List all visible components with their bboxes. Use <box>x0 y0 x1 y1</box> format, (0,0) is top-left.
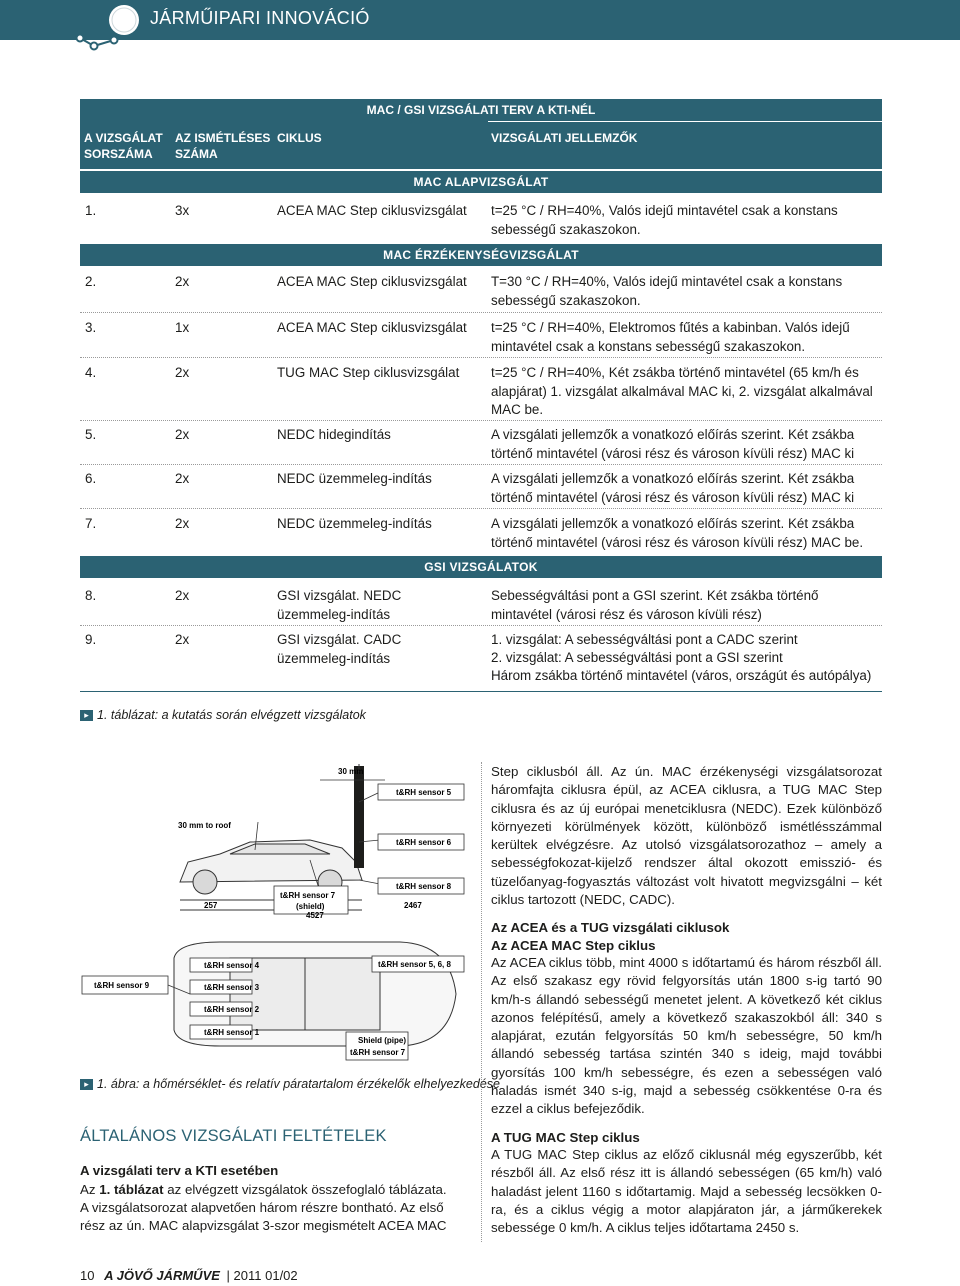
header-divider <box>488 121 882 122</box>
row9-no: 9. <box>85 632 97 647</box>
row8-desc: Sebességváltási pont a GSI szerint. Két zsákba történő mintavétel (városi rész és városon kívüli rész) <box>491 588 819 622</box>
dim-4527: 4527 <box>306 911 324 920</box>
label-sensor-7-shield: (shield) <box>296 902 325 911</box>
label-30mm: 30 mm <box>338 767 364 776</box>
magazine-logo-icon <box>72 0 152 52</box>
figure-caption: ▸ 1. ábra: a hőmérséklet- és relatív páratartalom érzékelők elhelyezkedése <box>80 1077 500 1091</box>
label-sensor-5: t&RH sensor 5 <box>396 788 452 797</box>
row-divider <box>80 508 882 509</box>
row1-cycle: ACEA MAC Step ciklusvizsgálat <box>277 203 467 218</box>
row6-no: 6. <box>85 471 97 486</box>
subsection-heading: A vizsgálati terv a KTI esetében <box>80 1163 279 1178</box>
row-divider <box>80 464 882 465</box>
row3-cycle: ACEA MAC Step ciklusvizsgálat <box>277 320 467 335</box>
row8-cycle: GSI vizsgálat. NEDC üzemmeleg-indítás <box>277 588 402 622</box>
left-paragraph-line2: A vizsgálatsorozat alapvetően három részre bontható. Az első <box>80 1200 444 1215</box>
row5-desc: A vizsgálati jellemzők a vonatkozó előírás szerint. Két zsákba történő mintavétel (városi rész és városon kívüli rész) MAC ki <box>491 427 855 461</box>
row9-cycle: GSI vizsgálat. CADC üzemmeleg-indítás <box>277 632 402 666</box>
label-sensor-2: t&RH sensor 2 <box>204 1005 260 1014</box>
page-number: 10 <box>80 1268 95 1283</box>
sensor-layout-figure <box>80 762 472 1074</box>
row9-desc: 1. vizsgálat: A sebességváltási pont a CADC szerint <box>491 632 798 647</box>
row7-desc: A vizsgálati jellemzők a vonatkozó előírás szerint. Két zsákba történő mintavétel (városi rész és városon kívüli rész) MAC be. <box>491 516 864 550</box>
label-sensor-7-top: t&RH sensor 7 <box>350 1048 406 1057</box>
row-divider <box>80 312 882 313</box>
label-sensor-3: t&RH sensor 3 <box>204 983 260 992</box>
row9-rep: 2x <box>175 632 190 647</box>
row5-cycle: NEDC hidegindítás <box>277 427 391 442</box>
row1-desc: t=25 °C / RH=40%, Valós idejű mintavétel csak a konstans sebességű szakaszokon. <box>491 203 838 237</box>
label-sensor-7: t&RH sensor 7 <box>280 891 336 900</box>
row4-desc: t=25 °C / RH=40%, Két zsákba történő mintavétel (65 km/h és alapjárat) 1. vizsgálat alkalmával MAC ki, 2. vizsgálat alkalmával MAC be. <box>491 365 873 417</box>
row3-desc: t=25 °C / RH=40%, Elektromos fűtés a kabinban. Valós idejű mintavétel csak a konstans sebességű szakaszokon. <box>491 320 850 354</box>
row-divider <box>80 357 882 358</box>
row6-desc: A vizsgálati jellemzők a vonatkozó előírás szerint. Két zsákba történő mintavétel (városi rész és városon kívüli rész) MAC ki <box>491 471 855 505</box>
row3-rep: 1x <box>175 320 190 335</box>
dim-257: 257 <box>204 901 218 910</box>
row7-no: 7. <box>85 516 97 531</box>
row9-desc-line2: 2. vizsgálat: A sebességváltási pont a GSI szerint <box>491 650 783 665</box>
row1-no: 1. <box>85 203 97 218</box>
sensor-mast <box>354 766 364 868</box>
col-header-jellemzok: VIZSGÁLATI JELLEMZŐK <box>491 131 638 145</box>
label-shield-pipe: Shield (pipe) <box>358 1036 406 1045</box>
row9-desc-line3: Három zsákba történő mintavétel (város, országút és autópálya) <box>491 668 872 683</box>
caption-marker-icon: ▸ <box>80 1079 93 1090</box>
row7-rep: 2x <box>175 516 190 531</box>
row8-no: 8. <box>85 588 97 603</box>
right-paragraph-2: Az ACEA ciklus több, mint 4000 s időtartamú és három részből áll. Az első szakasz egy rövid felgyorsítás után 1800 s-ig tartó 90 km/h-s állandó sebességű menetet jelent. A következő két ciklus azonos felépítésű, amely a következő szakaszokból áll: 340 s alapjárat, ezután felgyorsítás 50 km/h sebességre, 50 km/h állandó sebesség tartása szintén 340 s ideig, majd további gyorsítás 100 km/h sebességre, és ezen a sebességen való haladás ismét 340 s-ig, majd a sebesség csökkentése 0-ra és ezzel a ciklus befejeződik. <box>491 955 882 1117</box>
row6-cycle: NEDC üzemmeleg-indítás <box>277 471 432 486</box>
row4-rep: 2x <box>175 365 190 380</box>
issue-info: | 2011 01/02 <box>226 1268 298 1283</box>
table-caption: ▸ 1. táblázat: a kutatás során elvégzett vizsgálatok <box>80 708 366 722</box>
row5-rep: 2x <box>175 427 190 442</box>
row2-no: 2. <box>85 274 97 289</box>
section-gsi: GSI VIZSGÁLATOK <box>80 556 882 578</box>
label-30mm-roof: 30 mm to roof <box>178 821 231 830</box>
section-heading: ÁLTALÁNOS VIZSGÁLATI FELTÉTELEK <box>80 1127 387 1145</box>
col-header-ismetles: AZ ISMÉTLÉSES SZÁMA <box>175 131 271 161</box>
left-paragraph-line1: Az 1. táblázat az elvégzett vizsgálatok összefoglaló táblázata. <box>80 1182 447 1197</box>
row8-rep: 2x <box>175 588 190 603</box>
label-sensor-4: t&RH sensor 4 <box>204 961 260 970</box>
section-mac-alap: MAC ALAPVIZSGÁLAT <box>80 171 882 193</box>
page-section-title: JÁRMŰIPARI INNOVÁCIÓ <box>150 8 370 28</box>
table-bottom-rule <box>80 691 882 692</box>
row-divider <box>80 420 882 421</box>
label-sensor-9: t&RH sensor 9 <box>94 981 150 990</box>
page-footer <box>80 1268 298 1283</box>
right-paragraph-3: A TUG MAC Step ciklus az előző ciklusnál még egyszerűbb, két részből áll. Az első rész itt is állandó sebességen (65 km/h) való haladást jelent 1160 s időtartamig. Majd a sebesség lecsökken 0-ra, és a ciklus végig a motor alapjáraton jár, a járműkerekek sebessége 0 km/h. A ciklus teljes időtartama 2450 s. <box>491 1147 882 1236</box>
column-separator <box>481 762 482 1242</box>
row4-no: 4. <box>85 365 97 380</box>
section-mac-erzekenyseg: MAC ÉRZÉKENYSÉGVIZSGÁLAT <box>80 244 882 266</box>
dim-2467: 2467 <box>404 901 422 910</box>
row6-rep: 2x <box>175 471 190 486</box>
row2-desc: T=30 °C / RH=40%, Valós idejű mintavétel csak a konstans sebességű szakaszokon. <box>491 274 843 308</box>
row2-rep: 2x <box>175 274 190 289</box>
label-sensor-5-6-8: t&RH sensor 5, 6, 8 <box>378 960 451 969</box>
col-header-ciklus: CIKLUS <box>277 131 322 145</box>
label-sensor-1: t&RH sensor 1 <box>204 1028 260 1037</box>
row5-no: 5. <box>85 427 97 442</box>
label-sensor-6: t&RH sensor 6 <box>396 838 452 847</box>
row4-cycle: TUG MAC Step ciklusvizsgálat <box>277 365 460 380</box>
row2-cycle: ACEA MAC Step ciklusvizsgálat <box>277 274 467 289</box>
row3-no: 3. <box>85 320 97 335</box>
heading-cycles: Az ACEA és a TUG vizsgálati ciklusok <box>491 920 730 935</box>
left-paragraph-line3: rész az ún. MAC alapvizsgálat 3-szor megismételt ACEA MAC <box>80 1218 447 1233</box>
magazine-name: A JÖVŐ JÁRMŰVE <box>104 1268 220 1283</box>
heading-acea: Az ACEA MAC Step ciklus <box>491 938 656 953</box>
label-sensor-8: t&RH sensor 8 <box>396 882 452 891</box>
row-divider <box>80 625 882 626</box>
table-title: MAC / GSI VIZSGÁLATI TERV A KTI-NÉL <box>366 103 596 117</box>
col-header-sorszam: A VIZSGÁLAT SORSZÁMA <box>84 131 163 161</box>
right-paragraph-1: Step ciklusból áll. Az ún. MAC érzékenységi vizsgálatsorozat háromfajta ciklusra épül, az ACEA ciklusra, a TUG MAC Step ciklusra és az új európai menetciklusra (NEDC). Ezek különböző környezeti körülmények között, különböző ismétlésszámmal kerültek elvégzésre. Az utolsó vizsgálatsorozathoz – amely a sebességfokozat-kijelző rendszer által okozott emisszió- és tüzelőanyag-fogyasztás változást volt hivatott megvizsgálni – két ciklus tartozott (NEDC, CADC). <box>491 764 882 908</box>
row7-cycle: NEDC üzemmeleg-indítás <box>277 516 432 531</box>
caption-marker-icon: ▸ <box>80 710 93 721</box>
row1-rep: 3x <box>175 203 190 218</box>
heading-tug: A TUG MAC Step ciklus <box>491 1130 640 1145</box>
